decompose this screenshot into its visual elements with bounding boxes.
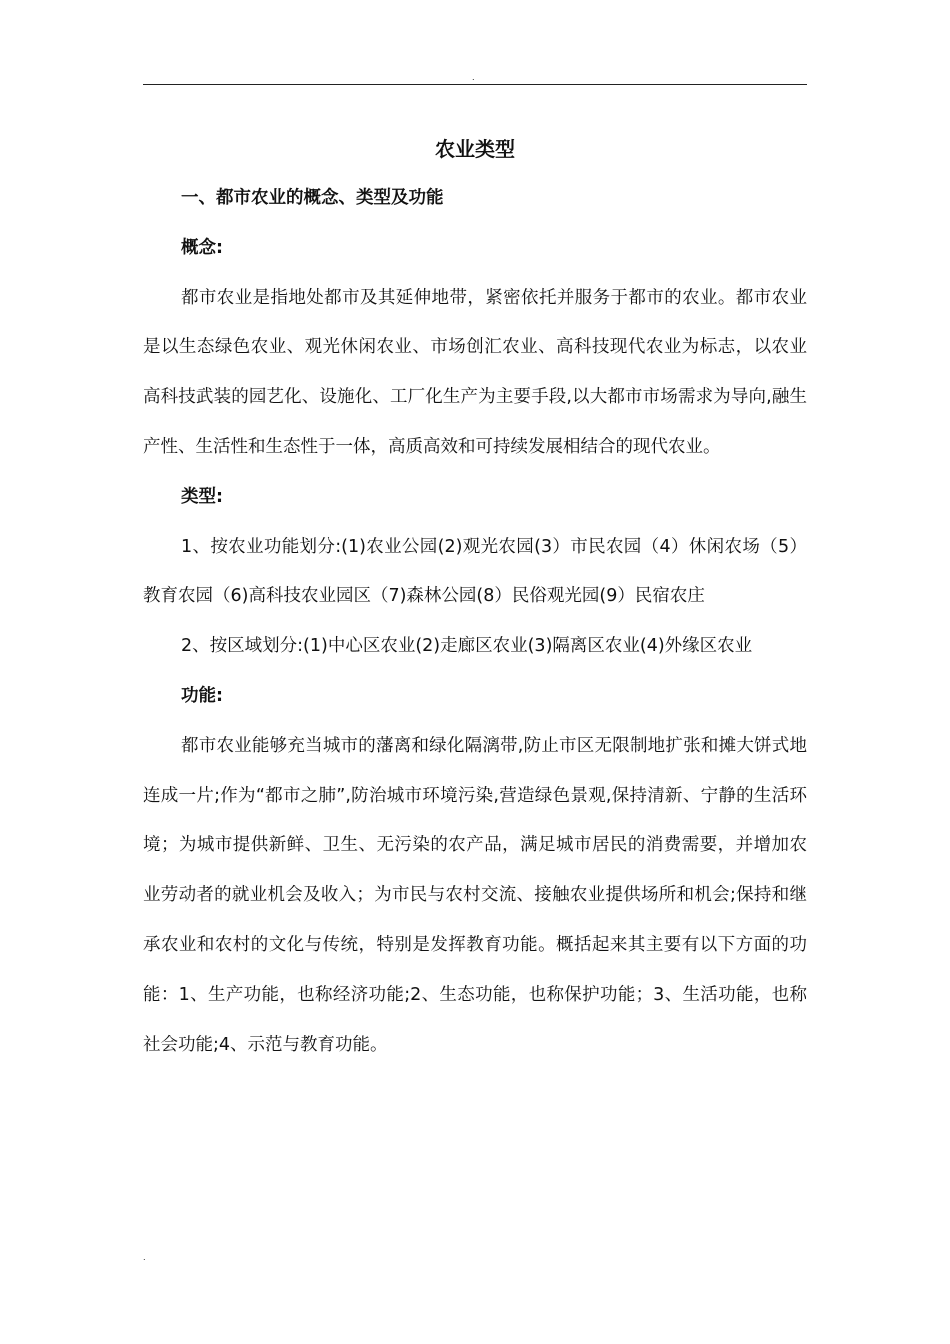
document-body: [143, 124, 807, 1070]
types-label: 类型:: [181, 486, 223, 507]
concept-paragraph: 都市农业是指地处都市及其延伸地带，紧密依托并服务于都市的农业。都市农业是以生态绿色农业、观光休闲农业、市场创汇农业、高科技现代农业为标志，以农业高科技武装的园艺化、设施化、工厂化生产为主要手段,以大都市市场需求为导向,融生产性、生活性和生态性于一体，高质高效和可持续发展相结合的现代农业。: [143, 287, 807, 457]
page-title: 农业类型: [435, 137, 515, 161]
concept-label: 概念:: [181, 237, 223, 258]
footer-mark: .: [143, 1253, 146, 1262]
function-label: 功能:: [181, 685, 223, 706]
header-rule: [143, 84, 807, 85]
function-paragraph: 都市农业能够充当城市的藩离和绿化隔漓带,防止市区无限制地扩张和摊大饼式地连成一片;作为“都市之肺”,防治城市环境污染,营造绿色景观,保持清新、宁静的生活环境；为城市提供新鲜、卫生、无污染的农产品，满足城市居民的消费需要，并增加农业劳动者的就业机会及收入；为市民与农村交流、接触农业提供场所和机会;保持和继承农业和农村的文化与传统，特别是发挥教育功能。概括起来其主要有以下方面的功能：1、生产功能，也称经济功能;2、生态功能，也称保护功能；3、生活功能，也称社会功能;4、示范与教育功能。: [143, 735, 807, 1055]
header-mark: .: [472, 73, 475, 82]
section-heading: 一、都市农业的概念、类型及功能: [181, 188, 444, 208]
types-item-2: 2、按区域划分:(1)中心区农业(2)走廊区农业(3)隔离区农业(4)外缘区农业: [181, 636, 753, 657]
types-item-1: 1、按农业功能划分:(1)农业公园(2)观光农园(3）市民农园（4）休闲农场（5）教育农园（6)高科技农业园区（7)森林公园(8）民俗观光园(9）民宿农庄: [143, 536, 807, 607]
